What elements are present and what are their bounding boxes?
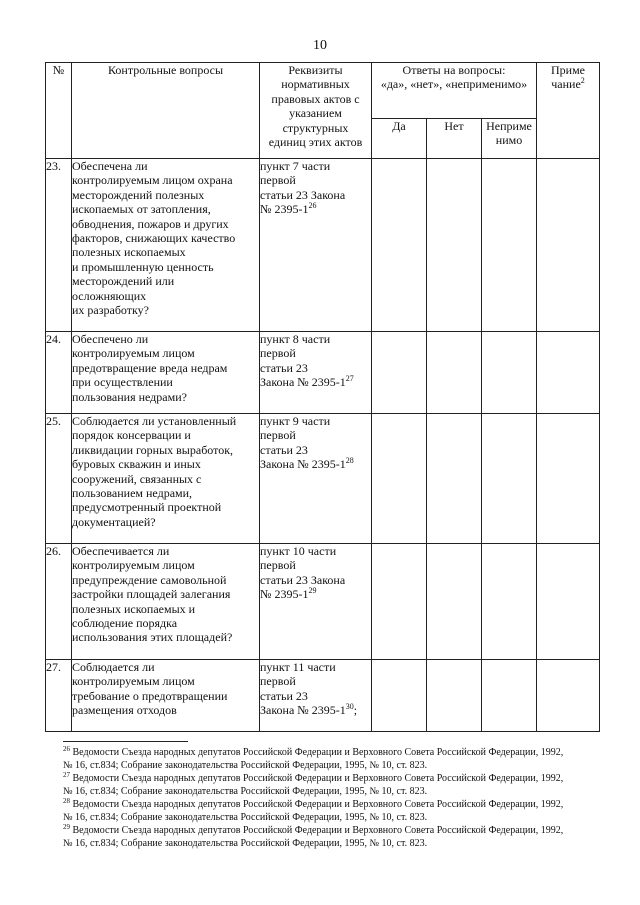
control-question [72, 332, 260, 414]
header-yes: Да [372, 119, 427, 159]
checklist-rows [46, 159, 600, 732]
footnote-ref: 29 [308, 586, 317, 596]
requisite-line: первой [260, 558, 296, 573]
footnote [63, 824, 608, 850]
control-question [72, 159, 260, 332]
header-requisites-line: нормативных [281, 77, 350, 92]
footnote-number: 27 [63, 771, 70, 779]
question-line: Соблюдается ли установленный [72, 414, 237, 428]
requisite-law-ref: Закона № 2395-1 [260, 703, 346, 718]
legal-requisite [260, 544, 372, 660]
table-row [46, 414, 600, 544]
legal-requisite [260, 332, 372, 414]
header-requisites-line: единиц этих актов [268, 135, 363, 150]
legal-requisite [260, 414, 372, 544]
control-question [72, 414, 260, 544]
requisite-line: статьи 23 Закона [260, 572, 346, 587]
footnote-ref: 27 [345, 374, 354, 384]
question-line: буровых скважин и иных [72, 457, 201, 472]
question-line: ликвидации горных выработок, [72, 442, 234, 457]
requisite-line: первой [260, 674, 296, 689]
question-line: Обеспечено ли [72, 332, 149, 346]
footnote-ref: 30 [345, 702, 354, 712]
requisite-line: статьи 23 [260, 442, 308, 457]
control-question [72, 544, 260, 660]
question-line: факторов, снижающих качество [72, 231, 236, 246]
footnote-text: Ведомости Съезда народных депутатов Российской Федерации и Верховного Совета Российской Федерации, 1992, [72, 747, 564, 758]
footnote-number: 28 [63, 797, 70, 805]
header-requisites-line: правовых актов с [271, 91, 360, 106]
header-answers [372, 63, 537, 119]
note-cell[interactable] [537, 544, 600, 660]
control-question [72, 660, 260, 732]
answer-no-cell[interactable] [427, 414, 482, 544]
answer-yes-cell[interactable] [372, 414, 427, 544]
footnote-text: Ведомости Съезда народных депутатов Российской Федерации и Верховного Совета Российской Федерации, 1992, [72, 825, 564, 836]
row-number: 23. [46, 159, 72, 332]
header-requisites-line: Реквизиты [288, 63, 343, 77]
answer-yes-cell[interactable] [372, 544, 427, 660]
question-line: предупреждение самовольной [72, 572, 227, 587]
answer-yes-cell[interactable] [372, 159, 427, 332]
table-row [46, 159, 600, 332]
question-line: документацией? [72, 514, 156, 529]
answer-not-applicable-cell[interactable] [482, 332, 537, 414]
question-line: при осуществлении [72, 375, 173, 390]
question-line: контролируемым лицом [72, 346, 195, 361]
requisite-line [260, 375, 371, 389]
footnote-ref: 28 [345, 456, 354, 466]
header-note-line: Приме [550, 63, 585, 77]
table-row [46, 332, 600, 414]
header-number: № [46, 63, 72, 159]
requisite-law-ref: № 2395-1 [260, 202, 309, 217]
header-requisites [260, 63, 372, 159]
question-line: пользованием недрами, [72, 486, 193, 501]
requisite-law-ref: № 2395-1 [260, 587, 309, 602]
row-number: 24. [46, 332, 72, 414]
question-line: использования этих площадей? [72, 630, 233, 645]
header-note-line: чание [551, 77, 581, 92]
requisite-law-ref: Закона № 2395-1 [260, 375, 346, 390]
requisite-line [260, 587, 371, 601]
question-line: размещения отходов [72, 703, 177, 718]
footnotes [63, 746, 608, 850]
legal-requisite [260, 660, 372, 732]
header-answers-line: «да», «нет», «неприменимо» [380, 77, 528, 92]
question-line: полезных ископаемых и [72, 601, 196, 616]
header-no: Нет [427, 119, 482, 159]
note-cell[interactable] [537, 332, 600, 414]
requisite-law-ref: Закона № 2395-1 [260, 457, 346, 472]
footnote [63, 798, 608, 824]
question-line: пользования недрами? [72, 389, 187, 404]
header-note [537, 63, 600, 159]
question-line: полезных ископаемых [72, 245, 186, 260]
note-cell[interactable] [537, 660, 600, 732]
answer-not-applicable-cell[interactable] [482, 159, 537, 332]
question-line: их разработку? [72, 303, 149, 318]
footnote-number: 26 [63, 745, 70, 753]
footnote [63, 746, 608, 772]
header-note-sup: 2 [580, 76, 585, 86]
question-line: Обеспечивается ли [72, 544, 170, 558]
requisite-line: пункт 7 части [260, 159, 331, 173]
header-not-applicable [482, 119, 537, 159]
question-line: сооружений, связанных с [72, 471, 202, 486]
answer-not-applicable-cell[interactable] [482, 660, 537, 732]
table-row [46, 660, 600, 732]
row-number: 27. [46, 660, 72, 732]
requisite-line: пункт 11 части [260, 660, 336, 674]
answer-no-cell[interactable] [427, 159, 482, 332]
table-row [46, 544, 600, 660]
footnote-number: 29 [63, 823, 70, 831]
footnote-text: № 16, ст.834; Собрание законодательства Российской Федерации, 1995, № 10, ст. 823. [63, 812, 428, 823]
header-na-line: Неприме [486, 119, 532, 133]
footnote-text: Ведомости Съезда народных депутатов Российской Федерации и Верховного Совета Российской Федерации, 1992, [72, 773, 564, 784]
question-line: обводнения, пожаров и других [72, 216, 229, 231]
requisite-line [260, 457, 371, 471]
question-line: предусмотренный проектной [72, 500, 222, 515]
requisite-line: статьи 23 [260, 360, 308, 375]
legal-requisite [260, 159, 372, 332]
question-line: требование о предотвращении [72, 688, 228, 703]
answer-yes-cell[interactable] [372, 660, 427, 732]
footnote-text: № 16, ст.834; Собрание законодательства Российской Федерации, 1995, № 10, ст. 823. [63, 786, 428, 797]
footnote-divider [63, 741, 188, 742]
requisite-line: пункт 10 части [260, 544, 337, 558]
question-line: Соблюдается ли [72, 660, 155, 674]
row-number: 25. [46, 414, 72, 544]
requisite-line: статьи 23 Закона [260, 187, 346, 202]
checklist-table [45, 62, 600, 732]
question-line: порядок консервации и [72, 428, 191, 443]
question-line: осложняющих [72, 288, 147, 303]
page-number: 10 [313, 38, 327, 53]
question-line: контролируемым лицом охрана [72, 173, 233, 188]
answer-no-cell[interactable] [427, 544, 482, 660]
row-number: 26. [46, 544, 72, 660]
footnote-text: № 16, ст.834; Собрание законодательства Российской Федерации, 1995, № 10, ст. 823. [63, 838, 428, 849]
footnote-text: № 16, ст.834; Собрание законодательства Российской Федерации, 1995, № 10, ст. 823. [63, 760, 428, 771]
question-line: застройки площадей залегания [72, 587, 231, 602]
header-questions: Контрольные вопросы [72, 63, 260, 159]
answer-not-applicable-cell[interactable] [482, 414, 537, 544]
requisite-line: первой [260, 346, 296, 361]
header-na-line: нимо [495, 133, 523, 148]
question-line: месторождений полезных [72, 187, 205, 202]
requisite-line [260, 202, 371, 216]
requisite-line: первой [260, 173, 296, 188]
question-line: соблюдение порядка [72, 616, 178, 631]
answer-no-cell[interactable] [427, 332, 482, 414]
header-answers-line: Ответы на вопросы: [402, 63, 506, 77]
question-line: и промышленную ценность [72, 259, 214, 274]
requisite-line: статьи 23 [260, 688, 308, 703]
question-line: контролируемым лицом [72, 558, 195, 573]
question-line: месторождений или [72, 274, 175, 289]
question-line: контролируемым лицом [72, 674, 195, 689]
footnote [63, 772, 608, 798]
answer-not-applicable-cell[interactable] [482, 544, 537, 660]
question-line: предотвращение вреда недрам [72, 360, 228, 375]
note-cell[interactable] [537, 159, 600, 332]
requisite-line: пункт 9 части [260, 414, 331, 428]
footnote-text: Ведомости Съезда народных депутатов Российской Федерации и Верховного Совета Российской Федерации, 1992, [72, 799, 564, 810]
answer-yes-cell[interactable] [372, 332, 427, 414]
requisite-line [260, 703, 371, 717]
header-requisites-line: указанием [289, 106, 342, 121]
requisite-tail: ; [353, 703, 358, 718]
footnote-ref: 26 [308, 201, 317, 211]
note-cell[interactable] [537, 414, 600, 544]
question-line: ископаемых от затопления, [72, 202, 211, 217]
question-line: Обеспечена ли [72, 159, 148, 173]
answer-no-cell[interactable] [427, 660, 482, 732]
header-requisites-line: структурных [282, 120, 349, 135]
requisite-line: пункт 8 части [260, 332, 331, 346]
requisite-line: первой [260, 428, 296, 443]
